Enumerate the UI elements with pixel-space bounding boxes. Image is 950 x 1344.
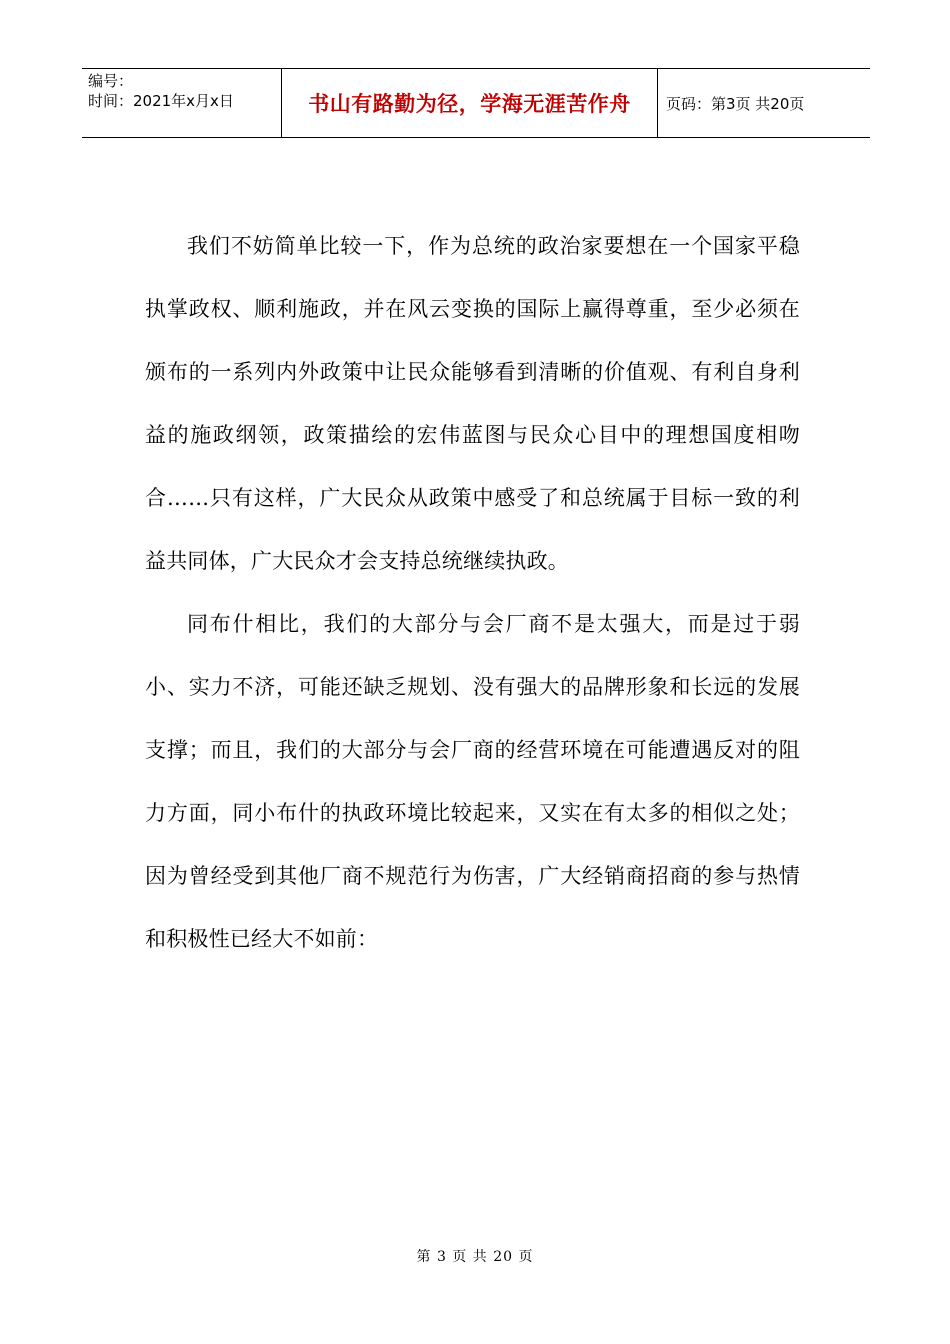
- page-header: [82, 68, 870, 138]
- time-label: 时间：2021年x月x日: [88, 92, 234, 110]
- header-motto: 书山有路勤为径，学海无涯苦作舟: [282, 69, 658, 137]
- paragraph-2: 同布什相比，我们的大部分与会厂商不是太强大，而是过于弱小、实力不济，可能还缺乏规划、没有强大的品牌形象和长远的发展支撑；而且，我们的大部分与会厂商的经营环境在可能遭遇反对的阻力方面，同小布什的执政环境比较起来，又实在有太多的相似之处；因为曾经受到其他厂商不规范行为伤害，广大经销商招商的参与热情和积极性已经大不如前：: [145, 612, 800, 951]
- number-label: 编号：: [88, 72, 134, 90]
- page-footer: 第 3 页 共 20 页: [416, 1249, 534, 1265]
- header-page-info: 页码：第3页 共20页: [666, 94, 805, 113]
- document-body: [145, 215, 800, 971]
- paragraph-1: 我们不妨简单比较一下，作为总统的政治家要想在一个国家平稳执掌政权、顺利施政，并在风云变换的国际上赢得尊重，至少必须在颁布的一系列内外政策中让民众能够看到清晰的价值观、有利自身利益的施政纲领，政策描绘的宏伟蓝图与民众心目中的理想国度相吻合……只有这样，广大民众从政策中感受了和总统属于目标一致的利益共同体，广大民众才会支持总统继续执政。: [145, 234, 800, 573]
- header-meta: [82, 69, 282, 137]
